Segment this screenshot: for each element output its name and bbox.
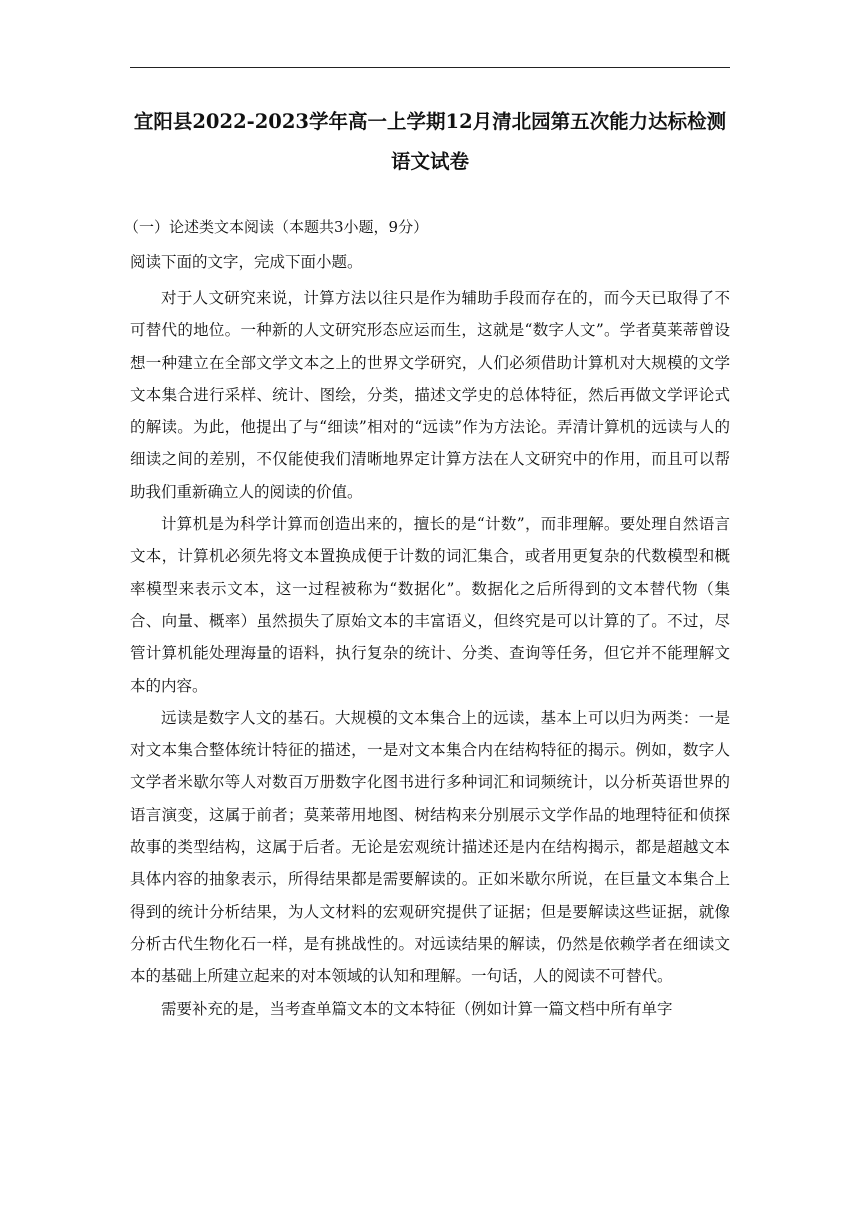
exam-subtitle: 语文试卷 bbox=[390, 150, 469, 173]
passage-body bbox=[130, 282, 730, 1025]
passage-paragraph-4: 需要补充的是，当考查单篇文本的文本特征（例如计算一篇文档中所有单字 bbox=[161, 999, 673, 1018]
reading-instruction: 阅读下面的文字，完成下面小题。 bbox=[130, 253, 363, 271]
exam-title: 宜阳县2022-2023学年高一上学期12月清北园第五次能力达标检测 bbox=[133, 110, 727, 133]
header-rule bbox=[130, 67, 730, 68]
section-heading: （一）论述类文本阅读（本题共3小题，9分） bbox=[124, 218, 429, 236]
passage-paragraph-3: 远读是数字人文的基石。大规模的文本集合上的远读，基本上可以归为两类：一是对文本集合整体统计特征的描述，一是对文本集合内在结构特征的揭示。例如，数字人文学者米歇尔等人对数百万册数字化图书进行多种词汇和词频统计，以分析英语世界的语言演变，这属于前者；莫莱蒂用地图、树结构来分别展示文学作品的地理特征和侦探故事的类型结构，这属于后者。无论是宏观统计描述还是内在结构揭示，都是超越文本具体内容的抽象表示，所得结果都是需要解读的。正如米歇尔所说，在巨量文本集合上得到的统计分析结果，为人文材料的宏观研究提供了证据；但是要解读这些证据，就像分析古代生物化石一样，是有挑战性的。对远读结果的解读，仍然是依赖学者在细读文本的基础上所建立起来的对本领域的认知和理解。一句话，人的阅读不可替代。 bbox=[130, 708, 730, 986]
passage-paragraph-1: 对于人文研究来说，计算方法以往只是作为辅助手段而存在的，而今天已取得了不可替代的地位。一种新的人文研究形态应运而生，这就是“数字人文”。学者莫莱蒂曾设想一种建立在全部文学文本之上的世界文学研究，人们必须借助计算机对大规模的文学文本集合进行采样、统计、图绘，分类，描述文学史的总体特征，然后再做文学评论式的解读。为此，他提出了与“细读”相对的“远读”作为方法论。弄清计算机的远读与人的细读之间的差别，不仅能使我们清晰地界定计算方法在人文研究中的作用，而且可以帮助我们重新确立人的阅读的价值。 bbox=[130, 289, 730, 501]
passage-paragraph-2: 计算机是为科学计算而创造出来的，擅长的是“计数”，而非理解。要处理自然语言文本，计算机必须先将文本置换成便于计数的词汇集合，或者用更复杂的代数模型和概率模型来表示文本，这一过程被称为“数据化”。数据化之后所得到的文本替代物（集合、向量、概率）虽然损失了原始文本的丰富语义，但终究是可以计算的了。不过，尽管计算机能处理海量的语料，执行复杂的统计、分类、查询等任务，但它并不能理解文本的内容。 bbox=[130, 515, 730, 695]
